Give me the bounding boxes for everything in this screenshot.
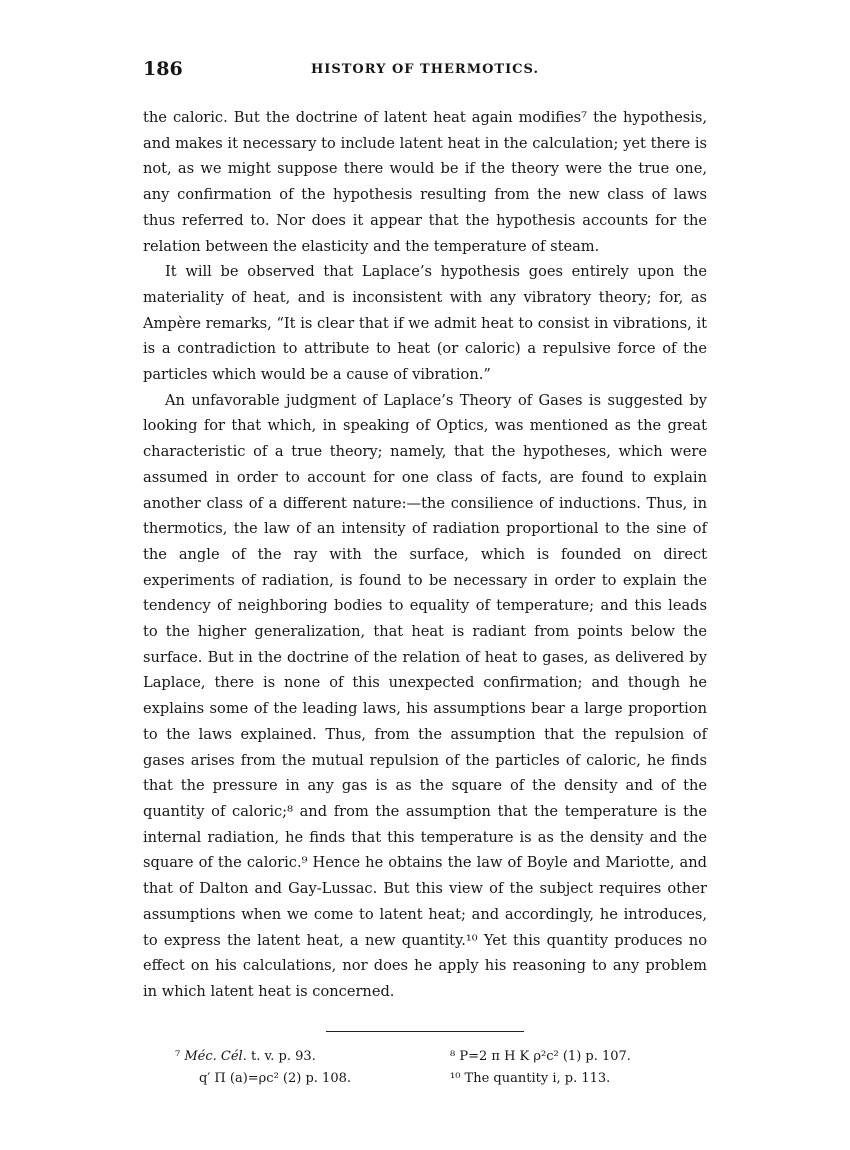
footnote-8: ⁸ P=2 π H K ρ²c² (1) p. 107. (450, 1048, 631, 1064)
paragraph: An unfavorable judgment of Laplace’s Theory of Gases is suggested by looking for that which, in speaking of Optics, was mentioned as the great characteristic of a true theory; namely, that the hypotheses, which were assumed in order to account for one class of facts, are found to explain another class of a different nature:—the consilience of inductions. Thus, in thermotics, the law of an intensity of radiation proportional to the sine of the angle of the ray with the surface, which is founded on direct experiments of radiation, is found to be necessary in order to explain the tendency of neighboring bodies to equality of temperature; and this leads to the higher generalization, that heat is radiant from points below the surface. But in the doctrine of the relation of heat to gases, as delivered by Laplace, there is none of this unexpected confirmation; and though he explains some of the leading laws, his assumptions bear a large proportion to the laws explained. Thus, from the assumption that the repulsion of gases arises from the mutual repulsion of the particles of caloric, he finds that the pressure in any gas is as the square of the density and of the quantity of caloric;⁸ and from the assumption that the temperature is the internal radiation, he finds that this temperature is as the density and the square of the caloric.⁹ Hence he obtains the law of Boyle and Mariotte, and that of Dalton and Gay-Lussac. But this view of the subject requires other assumptions when we come to latent heat; and accordingly, he introduces, to express the latent heat, a new quantity.¹⁰ Yet this quantity produces no effect on his calculations, nor does he apply his reasoning to any problem in which latent heat is concerned. (143, 391, 707, 1000)
page-number: 186 (143, 58, 183, 80)
footnote-divider (326, 1031, 524, 1032)
footnote-source-ref: t. v. p. 93. (246, 1048, 316, 1064)
running-title: HISTORY OF THERMOTICS. (311, 62, 539, 77)
footnote-column-left (175, 1046, 351, 1090)
footnotes (143, 1046, 707, 1106)
paragraph: the caloric. But the doctrine of latent heat again modifies⁷ the hypothesis, and makes it necessary to include latent heat in the calculation; yet there is not, as we might suppose there would be if the theory were the true one, any confirmation of the hypothesis resulting from the new class of laws thus referred to. Nor does it appear that the hypothesis accounts for the relation between the elasticity and the temperature of steam. (143, 109, 707, 255)
footnote-10: ¹⁰ The quantity i, p. 113. (450, 1070, 611, 1086)
page-header (143, 58, 707, 88)
footnote-7-continuation: q′ Π (a)=ρc² (2) p. 108. (199, 1070, 352, 1086)
footnote-column-right (450, 1046, 631, 1090)
paragraph: It will be observed that Laplace’s hypothesis goes entirely upon the materiality of heat, and is inconsistent with any vibratory theory; for, as Ampère remarks, “It is clear that if we admit heat to consist in vibrations, it is a contradiction to attribute to heat (or caloric) a repulsive force of the particles which would be a cause of vibration.” (143, 263, 707, 384)
body-text (143, 105, 707, 1005)
footnote-7 (175, 1046, 351, 1068)
footnote-marker: ⁷ (175, 1048, 181, 1064)
book-page (143, 58, 707, 1106)
footnote-source-title: Méc. Cél. (184, 1048, 247, 1064)
